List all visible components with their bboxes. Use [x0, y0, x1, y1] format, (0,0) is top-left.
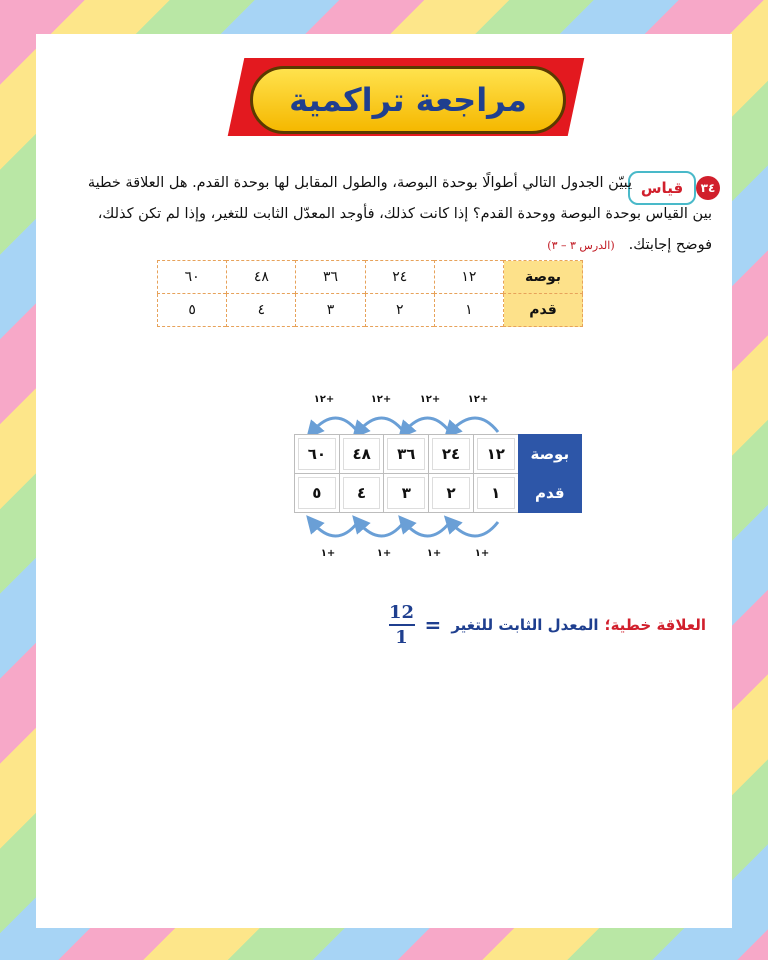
table-cell: ٢ — [429, 474, 474, 513]
table-cell: ٤٨ — [227, 261, 296, 294]
fraction-denominator: 1 — [395, 627, 408, 648]
table-cell: ٣ — [384, 474, 429, 513]
table-cell: ١٢ — [473, 435, 518, 474]
top-step-label: ١٢+ — [370, 394, 392, 405]
page-title: مراجعة تراكمية — [289, 81, 527, 119]
bottom-step-label: ١+ — [376, 548, 392, 559]
table-cell: ١ — [473, 474, 518, 513]
table-cell: ٢ — [365, 294, 434, 327]
worksheet-page — [36, 34, 732, 928]
top-step-label: ١٢+ — [313, 394, 335, 405]
table-row — [295, 474, 582, 513]
bottom-arrow-4 — [312, 522, 358, 536]
row-label-foot: قدم — [518, 474, 581, 513]
top-arrow-4 — [312, 418, 358, 432]
bottom-arrow-1 — [450, 522, 498, 536]
table-cell: ٤٨ — [339, 435, 384, 474]
rate-fraction — [389, 602, 415, 648]
table-cell: ٤ — [227, 294, 296, 327]
bottom-step-label: ١+ — [320, 548, 336, 559]
top-arrow-1 — [450, 418, 498, 432]
table-cell: ٥ — [158, 294, 227, 327]
row-label-inch: بوصة — [518, 435, 581, 474]
answer-linear: العلاقة خطية؛ — [604, 616, 706, 634]
lesson-reference: (الدرس ٣ – ٣) — [547, 239, 615, 252]
top-step-label: ١٢+ — [467, 394, 489, 405]
answer-rate-label: المعدل الثابت للتغير — [451, 616, 599, 634]
question-line-1: يبيّن الجدول التالي أطوالًا بوحدة البوصة، والطول المقابل لها بوحدة القدم. هل العلاقة خطية — [87, 175, 632, 191]
bottom-step-label: ١+ — [474, 548, 490, 559]
table-cell: ١٢ — [434, 261, 503, 294]
bottom-arrow-3 — [358, 522, 404, 536]
top-arrow-2 — [404, 418, 450, 432]
question-line-3: فوضح إجابتك. — [628, 237, 712, 253]
row-label-inch: بوصة — [504, 261, 583, 294]
equals-sign: = — [424, 613, 442, 637]
table-cell: ٣٦ — [296, 261, 365, 294]
topic-tag: قياس — [628, 171, 696, 205]
table-cell: ٢٤ — [365, 261, 434, 294]
top-step-label: ١٢+ — [419, 394, 441, 405]
table-cell: ٢٤ — [429, 435, 474, 474]
fraction-bar — [389, 624, 415, 626]
bottom-arrow-2 — [404, 522, 450, 536]
top-arrow-3 — [358, 418, 404, 432]
table-cell: ٣٦ — [384, 435, 429, 474]
table-cell: ٣ — [296, 294, 365, 327]
row-label-foot: قدم — [504, 294, 583, 327]
table-cell: ٦٠ — [158, 261, 227, 294]
question-line-2: بين القياس بوحدة البوصة ووحدة القدم؟ إذا كانت كذلك، فأوجد المعدّل الثابت للتغير، وإذا لم تكن كذلك، — [97, 206, 712, 222]
answer-line — [389, 602, 706, 648]
table-row — [295, 435, 582, 474]
table-cell: ١ — [434, 294, 503, 327]
fraction-numerator: 12 — [389, 602, 415, 623]
pattern-table — [294, 434, 582, 513]
table-cell: ٦٠ — [295, 435, 340, 474]
table-cell: ٤ — [339, 474, 384, 513]
bottom-step-label: ١+ — [426, 548, 442, 559]
question-number-badge: ٣٤ — [696, 176, 720, 200]
table-cell: ٥ — [295, 474, 340, 513]
